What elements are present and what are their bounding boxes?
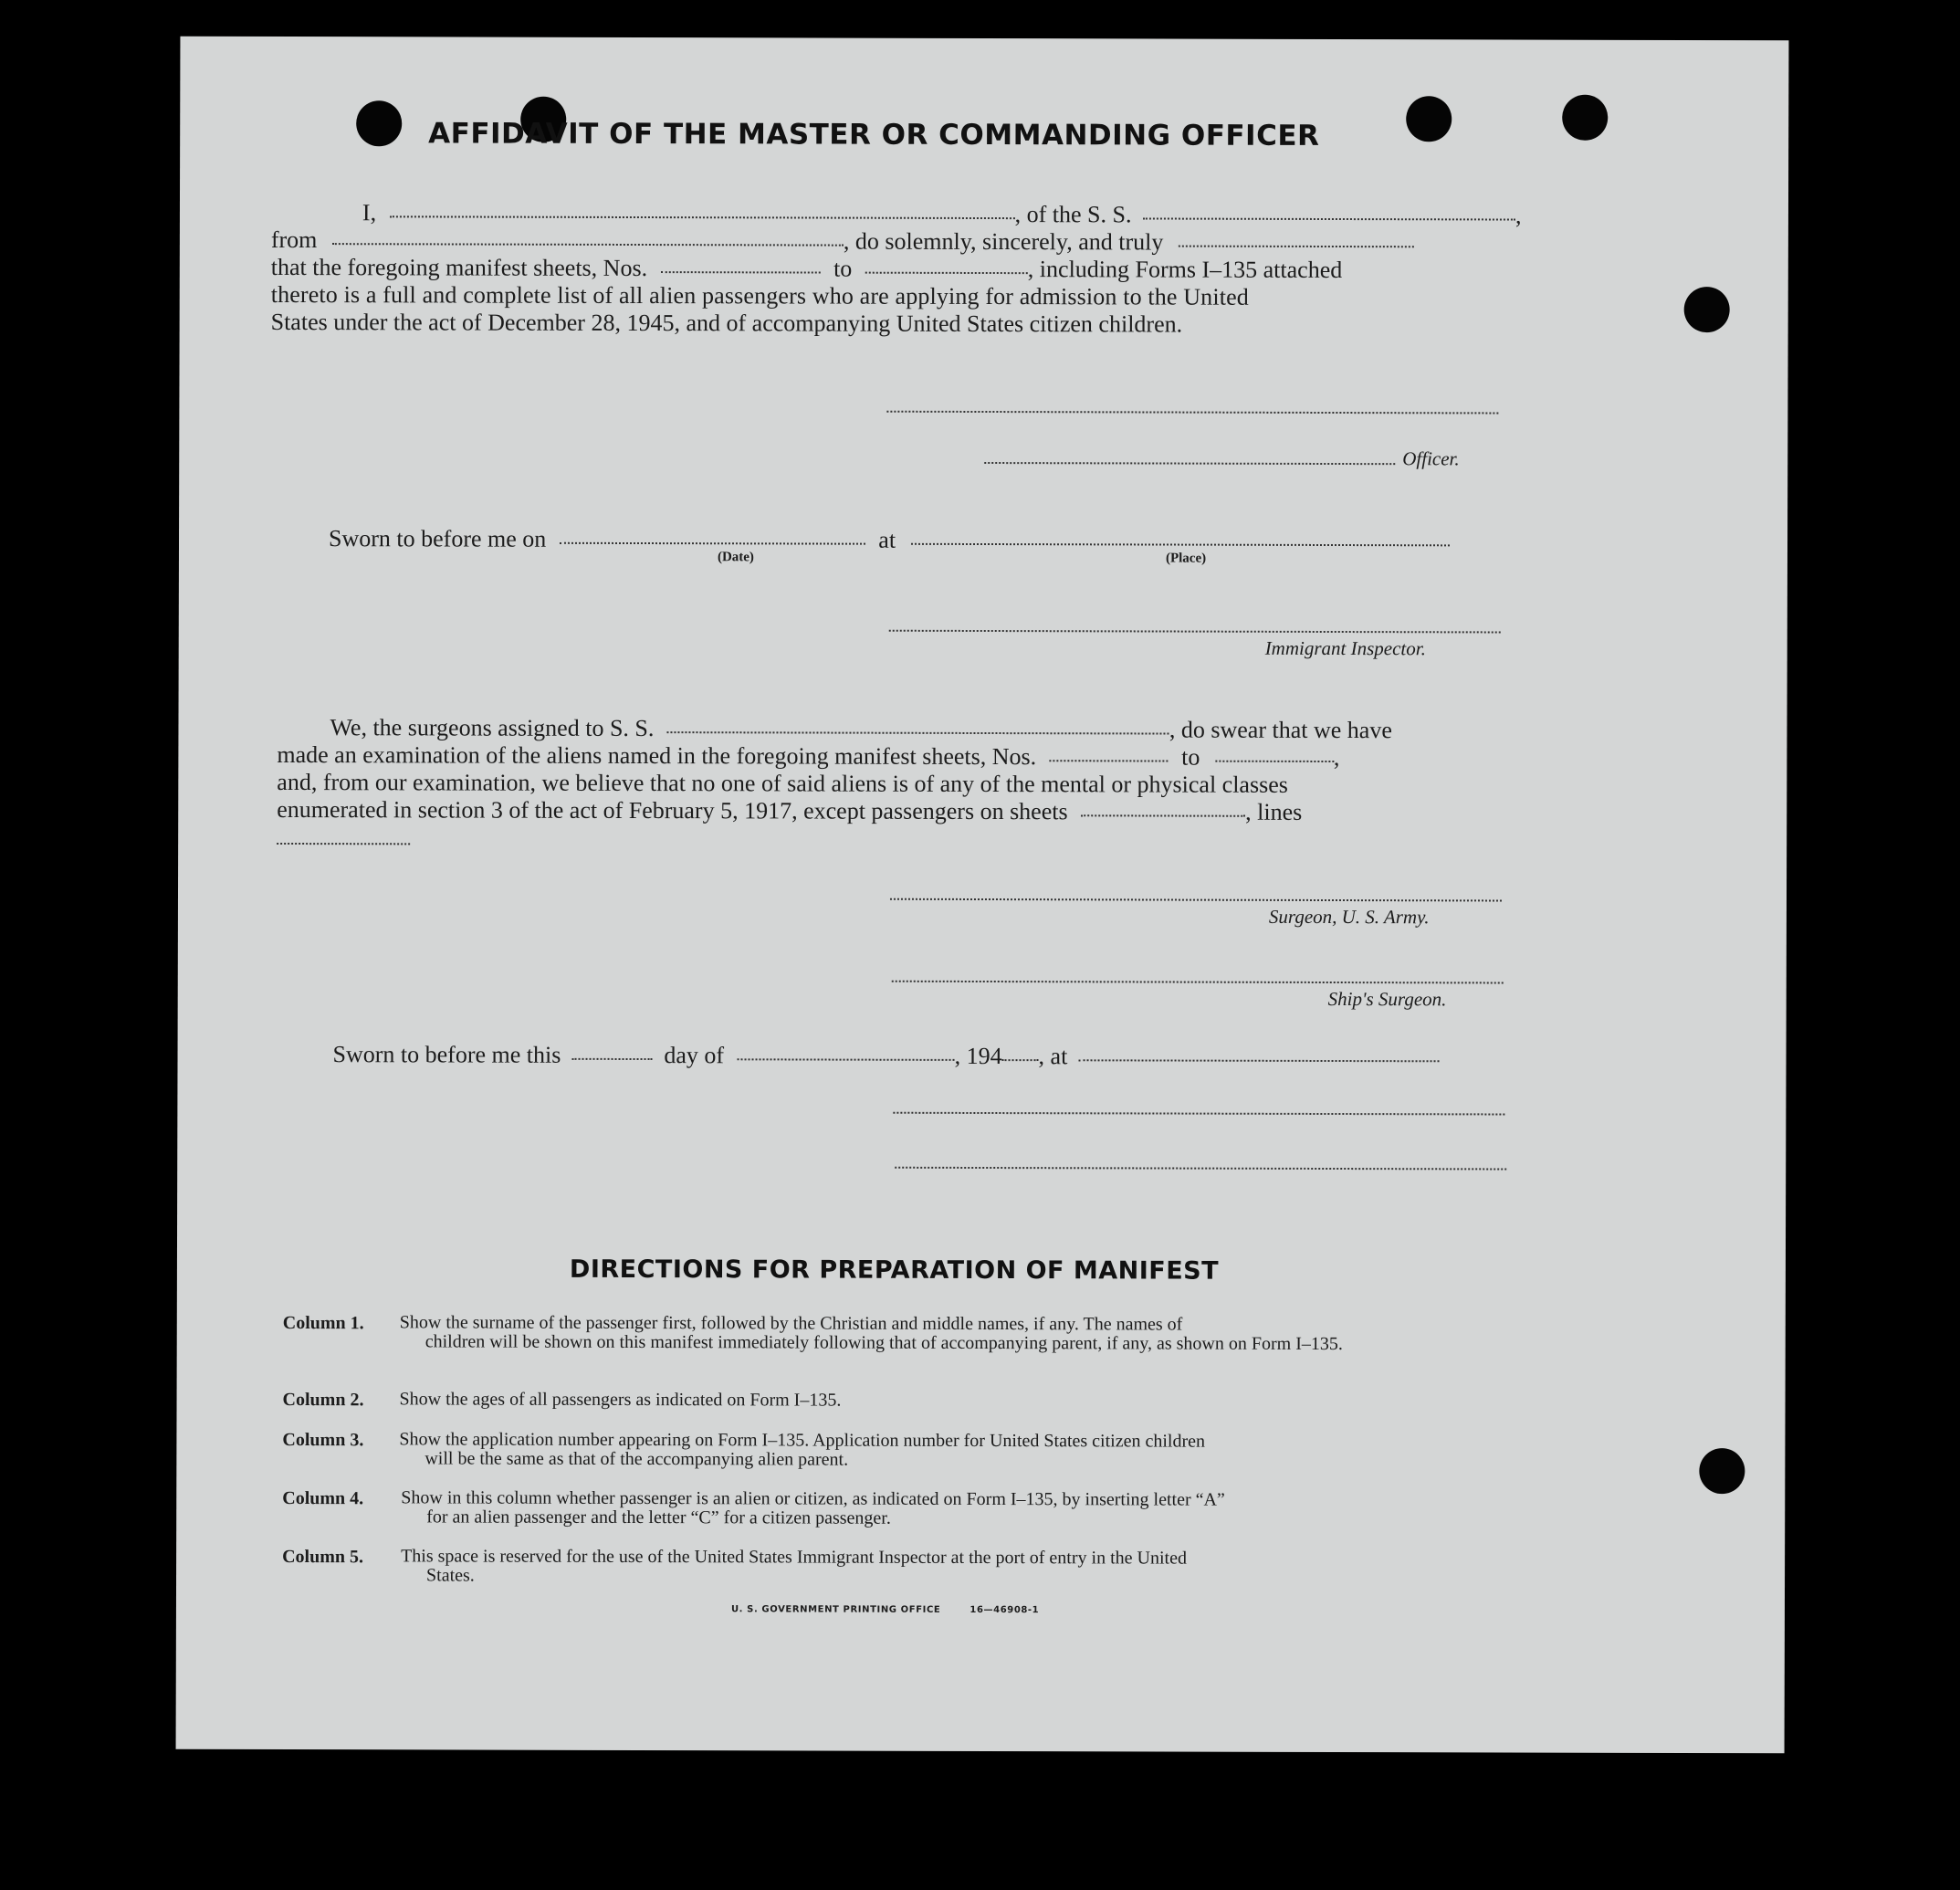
column-5-text [401, 1547, 1510, 1588]
punch-hole [356, 100, 402, 146]
affidavit-line-1 [319, 199, 1522, 229]
blank-oath-type[interactable] [1179, 246, 1414, 248]
affidavit-line-3 [271, 254, 1343, 284]
blank-sworn-place-2[interactable] [1079, 1059, 1440, 1062]
blank-port-from[interactable] [332, 243, 844, 246]
column-3-first: Show the application number appearing on Form I–135. Application number for United States citizen children [399, 1429, 1206, 1452]
signature-line-inspector[interactable] [889, 630, 1501, 634]
sworn-text: Sworn to before me this [332, 1041, 561, 1068]
affidavit-text: , of the S. S. [1014, 201, 1132, 228]
column-1-label: Column 1. [282, 1312, 364, 1334]
surgeons-line-2 [277, 741, 1339, 772]
affidavit-text: , do solemnly, sincerely, and truly [843, 227, 1164, 256]
surgeons-text: to [1181, 743, 1200, 771]
printer-footer [731, 1604, 1039, 1615]
sworn-before-me-this [332, 1041, 1439, 1071]
affidavit-title: AFFIDAVIT OF THE MASTER OR COMMANDING OFFICER [428, 117, 1320, 152]
date-caption: (Date) [717, 550, 754, 565]
affidavit-text: I, [362, 199, 377, 226]
officer-label: Officer. [1402, 447, 1460, 470]
column-1-text [400, 1313, 1509, 1354]
column-5-first: This space is reserved for the use of the United States Immigrant Inspector at the port of entry in the United [401, 1546, 1187, 1569]
form-sheet [176, 37, 1789, 1754]
punch-hole [1684, 287, 1730, 332]
column-2-text [400, 1390, 1509, 1412]
blank-sworn-month[interactable] [738, 1058, 955, 1061]
surgeons-text: made an examination of the aliens named in the foregoing manifest sheets, Nos. [277, 740, 1037, 771]
affidavit-text: that the foregoing manifest sheets, Nos. [270, 253, 648, 282]
column-4-rest: for an alien passenger and the letter “C” for a citizen passenger. [426, 1507, 891, 1528]
affidavit-line-5: States under the act of December 28, 1945, and of accompanying United States citizen children. [270, 308, 1183, 338]
surgeons-text: , lines [1245, 798, 1303, 825]
signature-line-official-2[interactable] [895, 1167, 1506, 1171]
blank-sheet-to[interactable] [865, 272, 1028, 274]
blank-sheet-from[interactable] [661, 271, 821, 273]
blank-exam-sheet-to[interactable] [1215, 761, 1334, 762]
affidavit-text: from [270, 226, 318, 254]
blank-sworn-place[interactable] [911, 543, 1450, 547]
column-4-first: Show in this column whether passenger is an alien or citizen, as indicated on Form I–135, by inserting letter “A” [401, 1487, 1225, 1510]
sworn-text: Sworn to before me on [328, 525, 547, 552]
army-surgeon-label: Surgeon, U. S. Army. [1268, 905, 1430, 929]
column-4-text [401, 1488, 1510, 1529]
punch-hole [1406, 96, 1452, 142]
column-4-label: Column 4. [282, 1487, 364, 1509]
blank-except-sheets[interactable] [1081, 814, 1245, 816]
surgeons-line-4 [277, 796, 1302, 826]
surgeons-text: enumerated in section 3 of the act of February 5, 1917, except passengers on sheets [277, 795, 1068, 825]
form-code: 16—46908-1 [970, 1604, 1040, 1616]
sworn-before-me-on [329, 525, 1450, 555]
surgeons-line-1 [330, 714, 1392, 744]
blank-ship-name[interactable] [1143, 217, 1515, 220]
affidavit-text: , including Forms I–135 attached [1027, 256, 1343, 284]
blank-except-lines[interactable] [277, 843, 410, 845]
affidavit-text: to [833, 255, 853, 282]
directions-title: DIRECTIONS FOR PREPARATION OF MANIFEST [569, 1255, 1220, 1286]
blank-master-name[interactable] [390, 215, 1015, 219]
column-3-text [399, 1430, 1508, 1471]
sworn-text: at [878, 526, 896, 553]
affidavit-line-4: thereto is a full and complete list of all alien passengers who are applying for admission to the United [270, 280, 1249, 310]
printer-name: U. S. GOVERNMENT PRINTING OFFICE [730, 1604, 941, 1615]
sworn-text: , 194 [954, 1042, 1002, 1070]
place-caption: (Place) [1165, 551, 1207, 566]
ships-surgeon-label: Ship's Surgeon. [1327, 987, 1447, 1011]
column-1-first: Show the surname of the passenger first, followed by the Christian and middle names, if any. The names of [399, 1312, 1183, 1335]
signature-line-officer[interactable] [984, 462, 1395, 465]
column-5-label: Column 5. [282, 1546, 364, 1568]
column-2-first: Show the ages of all passengers as indicated on Form I–135. [399, 1389, 842, 1411]
signature-line-master[interactable] [886, 411, 1498, 415]
surgeons-text: , do swear that we have [1169, 716, 1392, 744]
column-2-label: Column 2. [282, 1389, 364, 1411]
immigrant-inspector-label: Immigrant Inspector. [1264, 636, 1426, 660]
blank-sworn-date[interactable] [560, 542, 865, 545]
column-3-rest: will be the same as that of the accompanying alien parent. [424, 1448, 849, 1470]
surgeons-text: We, the surgeons assigned to S. S. [330, 714, 655, 742]
affidavit-line-2 [271, 226, 1414, 257]
blank-sworn-year[interactable] [1002, 1059, 1039, 1061]
blank-exam-sheet-from[interactable] [1050, 760, 1169, 761]
affidavit-text: , [1515, 202, 1522, 229]
sworn-text: , at [1038, 1043, 1068, 1070]
sworn-text: day of [664, 1042, 725, 1069]
punch-hole [1562, 95, 1608, 141]
column-3-label: Column 3. [282, 1429, 364, 1451]
surgeons-line-3: and, from our examination, we believe that no one of said aliens is of any of the mental or physical classes [277, 768, 1288, 798]
column-1-rest: children will be shown on this manifest immediately following that of accompanying parent, if any, as shown on Form I–135. [424, 1331, 1343, 1355]
column-5-rest: States. [426, 1565, 475, 1586]
punch-hole [1699, 1448, 1745, 1494]
blank-surgeon-ship[interactable] [667, 731, 1169, 734]
signature-line-official-1[interactable] [893, 1112, 1504, 1116]
signature-line-ships-surgeon[interactable] [892, 981, 1504, 984]
signature-line-army-surgeon[interactable] [890, 898, 1502, 902]
blank-sworn-day[interactable] [572, 1058, 653, 1060]
surgeons-text: , [1333, 744, 1340, 772]
